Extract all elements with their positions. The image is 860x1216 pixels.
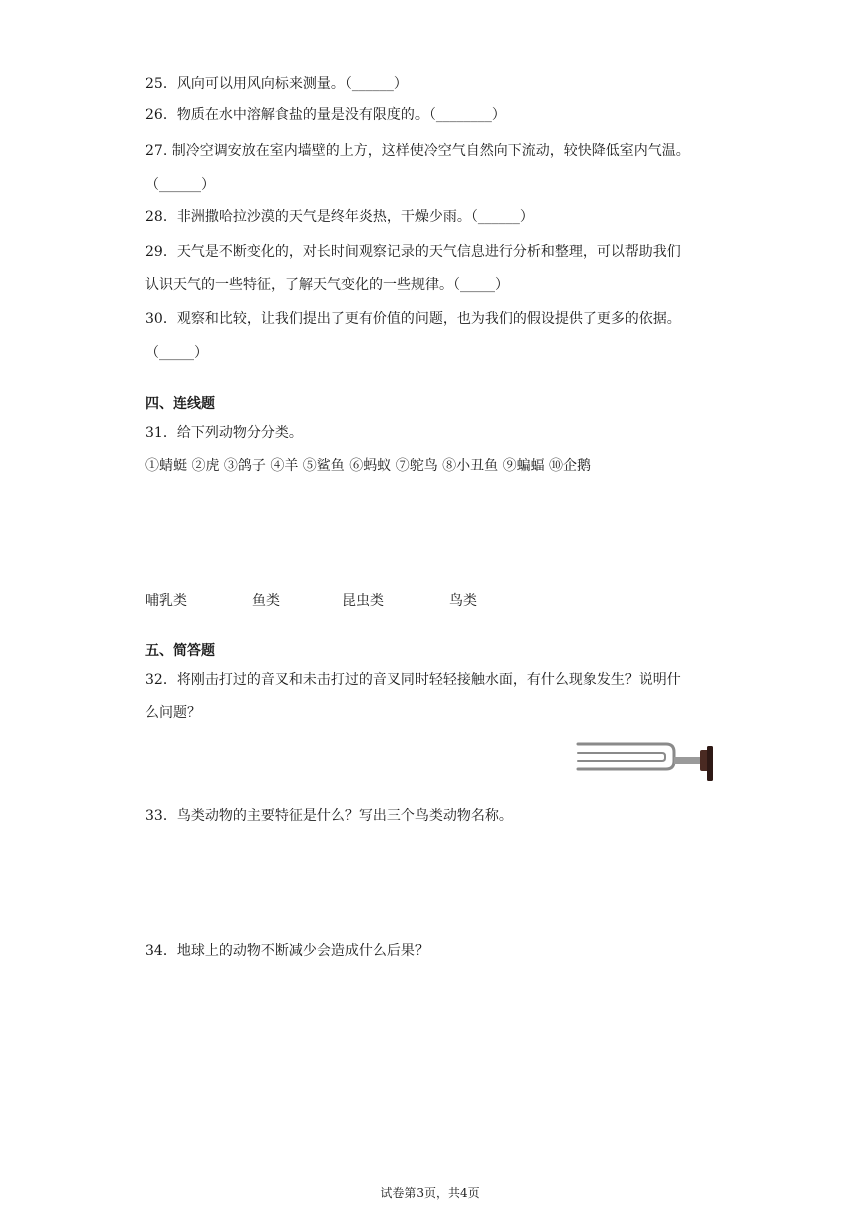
question-30-line-1: 30．观察和比较，让我们提出了更有价值的问题，也为我们的假设提供了更多的依据。 [145, 311, 681, 327]
category-mammals: 哺乳类 [145, 593, 187, 609]
category-birds: 鸟类 [449, 593, 477, 609]
question-25: 25．风向可以用风向标来测量。（______） [145, 76, 408, 92]
question-27-line-1: 27. 制冷空调安放在室内墙壁的上方，这样使冷空气自然向下流动，较快降低室内气温。 [145, 143, 690, 159]
tuning-fork-image [574, 737, 719, 785]
question-29-line-2: 认识天气的一些特征，了解天气变化的一些规律。（_____） [145, 277, 509, 293]
animal-list: ①蜻蜓 ②虎 ③鸽子 ④羊 ⑤鲨鱼 ⑥蚂蚁 ⑦鸵鸟 ⑧小丑鱼 ⑨蝙蝠 ⑩企鹅 [145, 458, 592, 474]
category-fish: 鱼类 [252, 593, 280, 609]
question-32-line-1: 32．将刚击打过的音叉和未击打过的音叉同时轻轻接触水面，有什么现象发生？说明什 [145, 672, 681, 688]
tuning-fork-icon [574, 737, 719, 785]
page-footer: 试卷第3页，共4页 [380, 1186, 480, 1200]
question-27-line-2: （______） [145, 177, 215, 193]
question-30-line-2: （_____） [145, 345, 208, 361]
question-28: 28．非洲撒哈拉沙漠的天气是终年炎热，干燥少雨。（______） [145, 209, 534, 225]
section-5-title: 五、简答题 [145, 643, 215, 659]
question-31: 31．给下列动物分分类。 [145, 425, 303, 441]
category-insects: 昆虫类 [342, 593, 384, 609]
question-32-line-2: 么问题？ [145, 705, 201, 721]
question-33: 33．鸟类动物的主要特征是什么？写出三个鸟类动物名称。 [145, 808, 513, 824]
question-29-line-1: 29．天气是不断变化的，对长时间观察记录的天气信息进行分析和整理，可以帮助我们 [145, 244, 681, 260]
section-4-title: 四、连线题 [145, 396, 215, 412]
question-26: 26．物质在水中溶解食盐的量是没有限度的。（________） [145, 107, 506, 123]
question-34: 34．地球上的动物不断减少会造成什么后果？ [145, 943, 429, 959]
